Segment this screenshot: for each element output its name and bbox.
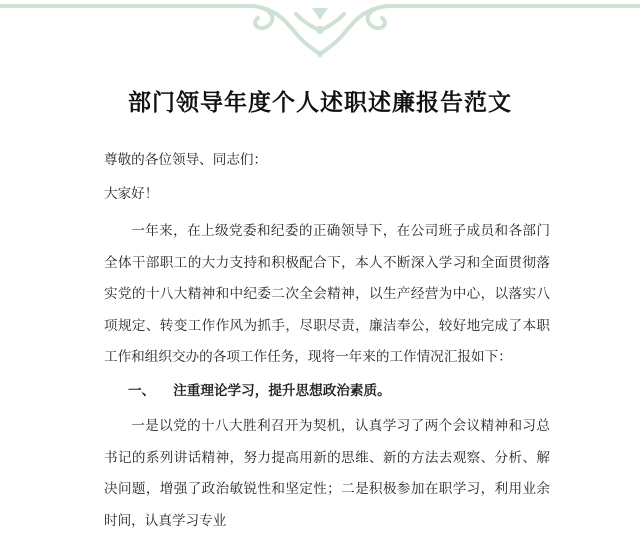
section-heading-text: 注重理论学习，提升思想政治素质。 <box>173 382 391 399</box>
paragraph-intro: 一年来，在上级党委和纪委的正确领导下，在公司班子成员和各部门全体干部职工的大力支持和积极配合下，本人不断深入学习和全面贯彻落实党的十八大精神和中纪委二次全会精神，以生产经营为中心，以落实八项规定、转变工作作风为抓手，尽职尽责，廉洁奉公，较好地完成了本职工作和组织交办的各项工作任务，现将一年来的工作情况汇报如下： <box>104 223 550 365</box>
section-number: 一、 <box>128 382 156 399</box>
greeting: 大家好！ <box>104 186 159 202</box>
document-body <box>104 150 550 537</box>
decorative-ornament <box>0 0 640 60</box>
salutation: 尊敬的各位领导、同志们： <box>104 152 268 168</box>
section-heading-1 <box>104 376 550 408</box>
paragraph-section-1: 一是以党的十八大胜利召开为契机，认真学习了两个会议精神和习总书记的系列讲话精神，努力提高用新的思维、新的方法去观察、分析、解决问题，增强了政治敏锐性和坚定性；二是积极参加在职学习，利用业余时间，认真学习专业 <box>104 418 550 529</box>
page-title: 部门领导年度个人述职述廉报告范文 <box>128 90 512 116</box>
